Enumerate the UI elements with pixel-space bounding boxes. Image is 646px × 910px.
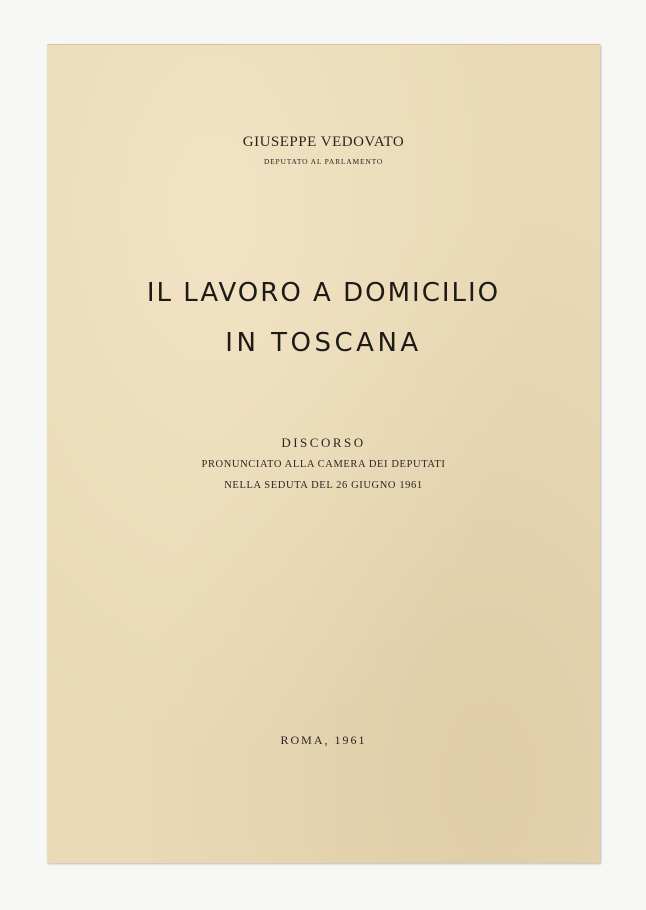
pamphlet-cover	[47, 44, 600, 863]
discourse-heading: DISCORSO	[281, 435, 366, 450]
discourse-line-2: NELLA SEDUTA DEL 26 GIUGNO 1961	[224, 480, 423, 491]
title-line-2: IN TOSCANA	[225, 328, 422, 358]
author-role: DEPUTATO AL PARLAMENTO	[263, 157, 384, 166]
title-line-1: IL LAVORO A DOMICILIO	[146, 278, 501, 308]
place-date: ROMA, 1961	[280, 733, 367, 747]
discourse-line-1: PRONUNCIATO ALLA CAMERA DEI DEPUTATI	[201, 459, 446, 470]
author-name: GIUSEPPE VEDOVATO	[242, 134, 405, 150]
